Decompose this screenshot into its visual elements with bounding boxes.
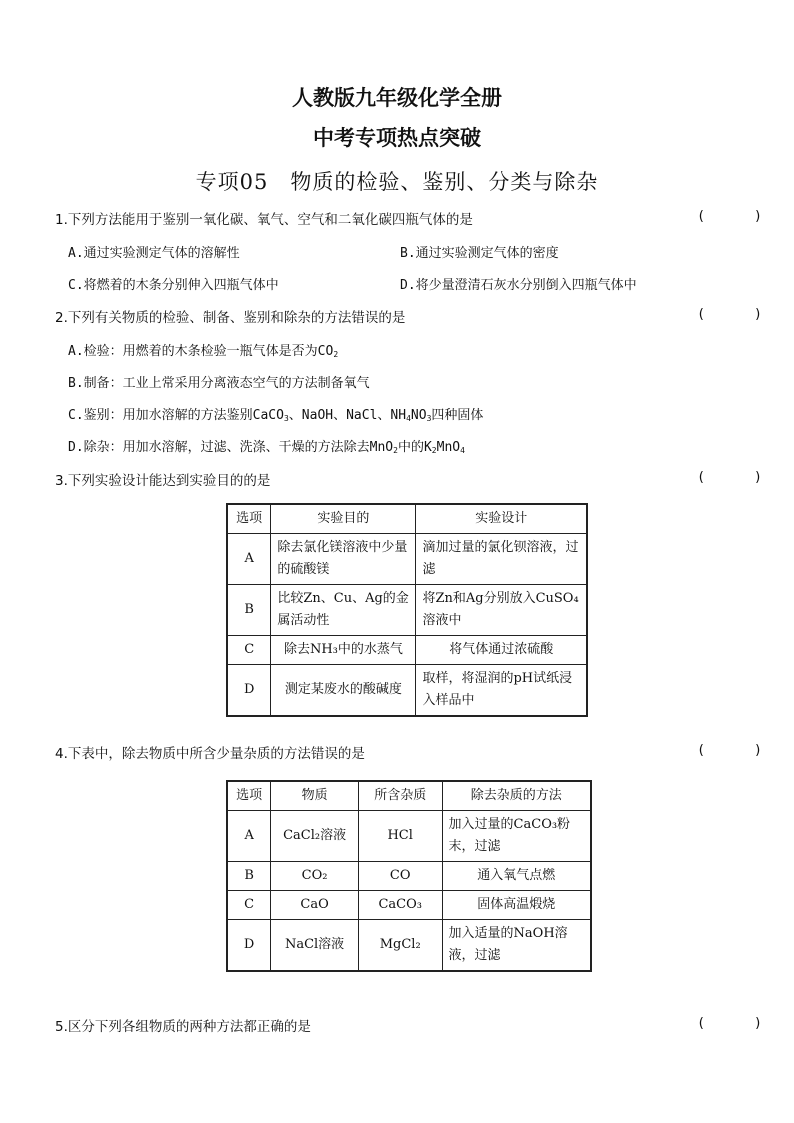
table-cell: 除去NH₃中的水蒸气 <box>271 636 416 665</box>
document-subtitle: 中考专项热点突破 <box>313 126 481 150</box>
header-cell: 所含杂质 <box>358 781 442 811</box>
table-cell: CO₂ <box>271 862 359 891</box>
question-5-answer-blank: ( ) <box>697 1015 763 1031</box>
table-row <box>227 534 587 585</box>
table-cell: 通入氧气点燃 <box>442 862 591 891</box>
header-cell: 除去杂质的方法 <box>442 781 591 811</box>
question-2-answer-blank: ( ) <box>697 306 763 322</box>
question-3-table <box>226 503 588 717</box>
table-row <box>227 811 591 862</box>
table-row <box>227 585 587 636</box>
question-1-stem: 1.下列方法能用于鉴别一氧化碳、氧气、空气和二氧化碳四瓶气体的是 <box>55 212 473 228</box>
table-cell: A <box>227 811 271 862</box>
header-cell: 实验目的 <box>271 504 416 534</box>
table-row <box>227 665 587 717</box>
question-1-answer-blank: ( ) <box>697 208 763 224</box>
table-cell: 加入适量的NaOH溶液，过滤 <box>442 920 591 972</box>
question-1-option-d: D.将少量澄清石灰水分别倒入四瓶气体中 <box>400 278 637 293</box>
question-1-option-a: A.通过实验测定气体的溶解性 <box>68 246 240 261</box>
table-header-row <box>227 781 591 811</box>
question-2-option-c: C.鉴别：用加水溶解的方法鉴别CaCO$_3$、NaOH、NaCl、$NH_4NO_3$四种固体 <box>68 408 484 423</box>
table-cell: B <box>227 862 271 891</box>
table-cell: A <box>227 534 271 585</box>
question-4-stem: 4.下表中，除去物质中所含少量杂质的方法错误的是 <box>55 746 365 762</box>
question-2-option-a: A.检验：用燃着的木条检验一瓶气体是否为$CO_2$ <box>68 344 339 359</box>
table-header-row <box>227 504 587 534</box>
table-row <box>227 636 587 665</box>
header-cell: 实验设计 <box>416 504 587 534</box>
table-cell: HCl <box>358 811 442 862</box>
table-row <box>227 862 591 891</box>
table-cell: C <box>227 891 271 920</box>
table-cell: 比较Zn、Cu、Ag的金属活动性 <box>271 585 416 636</box>
table-cell: MgCl₂ <box>358 920 442 972</box>
table-row <box>227 920 591 972</box>
question-1-option-b: B.通过实验测定气体的密度 <box>400 246 559 261</box>
table-cell: CO <box>358 862 442 891</box>
table-cell: 将Zn和Ag分别放入CuSO₄溶液中 <box>416 585 587 636</box>
table-cell: CaO <box>271 891 359 920</box>
question-2-option-d: D.除杂：用加水溶解，过滤、洗涤、干燥的方法除去MnO$_2$中的$K_2MnO_4$ <box>68 440 465 455</box>
header-cell: 物质 <box>271 781 359 811</box>
section-title: 专项05 物质的检验、鉴别、分类与除杂 <box>195 170 599 194</box>
table-row <box>227 891 591 920</box>
header-cell: 选项 <box>227 781 271 811</box>
table-cell: CaCO₃ <box>358 891 442 920</box>
question-5-stem: 5.区分下列各组物质的两种方法都正确的是 <box>55 1019 311 1035</box>
question-2-stem: 2.下列有关物质的检验、制备、鉴别和除杂的方法错误的是 <box>55 310 406 326</box>
question-3-answer-blank: ( ) <box>697 469 763 485</box>
table-cell: 固体高温煅烧 <box>442 891 591 920</box>
question-4-answer-blank: ( ) <box>697 742 763 758</box>
question-2-option-b: B.制备：工业上常采用分离液态空气的方法制备氧气 <box>68 376 370 391</box>
table-cell: 测定某废水的酸碱度 <box>271 665 416 717</box>
question-3-stem: 3.下列实验设计能达到实验目的的是 <box>55 473 271 489</box>
table-cell: B <box>227 585 271 636</box>
question-4-table <box>226 780 592 972</box>
header-cell: 选项 <box>227 504 271 534</box>
table-cell: 取样，将湿润的pH试纸浸入样品中 <box>416 665 587 717</box>
table-cell: NaCl溶液 <box>271 920 359 972</box>
table-cell: 将气体通过浓硫酸 <box>416 636 587 665</box>
table-cell: 加入过量的CaCO₃粉末，过滤 <box>442 811 591 862</box>
document-title: 人教版九年级化学全册 <box>292 86 502 110</box>
question-1-option-c: C.将燃着的木条分别伸入四瓶气体中 <box>68 278 279 293</box>
table-cell: 滴加过量的氯化钡溶液，过滤 <box>416 534 587 585</box>
table-cell: CaCl₂溶液 <box>271 811 359 862</box>
table-cell: 除去氯化镁溶液中少量的硫酸镁 <box>271 534 416 585</box>
table-cell: D <box>227 920 271 972</box>
table-cell: C <box>227 636 271 665</box>
table-cell: D <box>227 665 271 717</box>
